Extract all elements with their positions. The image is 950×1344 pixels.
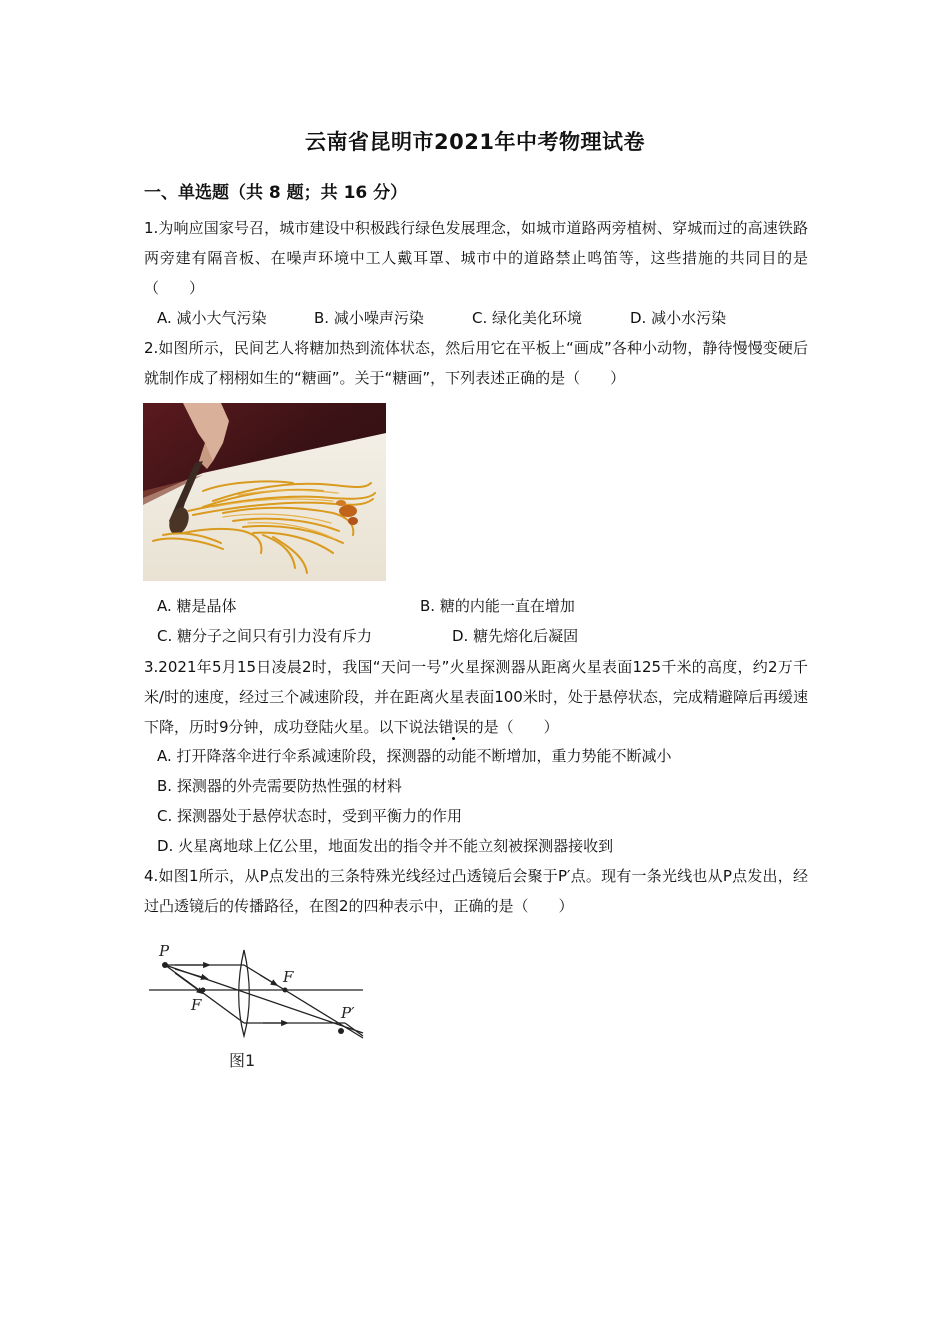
question-3-stem bbox=[144, 652, 808, 742]
question-2-stem: 2.如图所示，民间艺人将糖加热到流体状态，然后用它在平板上“画成”各种小动物，静待慢慢变硬后就制作成了栩栩如生的“糖画”。关于“糖画”，下列表述正确的是（ ） bbox=[144, 339, 808, 387]
question-2-option-a[interactable]: A. 糖是晶体 bbox=[157, 597, 237, 615]
section-heading: 一、单选题（共 8 题；共 16 分） bbox=[144, 183, 408, 203]
question-2-option-c[interactable]: C. 糖分子之间只有引力没有斥力 bbox=[157, 627, 373, 645]
label-p: P bbox=[159, 942, 170, 960]
question-1-option-b[interactable]: B. 减小噪声污染 bbox=[314, 309, 424, 327]
question-3-stem-emphasis: 错误 bbox=[438, 718, 469, 736]
point-p-prime bbox=[338, 1028, 344, 1034]
question-1-option-c[interactable]: C. 绿化美化环境 bbox=[472, 309, 583, 327]
question-3-stem-after: 的是（ ） bbox=[468, 718, 559, 736]
focus-right bbox=[283, 988, 288, 993]
question-2-option-d[interactable]: D. 糖先熔化后凝固 bbox=[452, 627, 579, 645]
question-3-option-a[interactable]: A. 打开降落伞进行伞系减速阶段，探测器的动能不断增加，重力势能不断减小 bbox=[157, 747, 672, 765]
sugar-painting-photo bbox=[143, 403, 386, 581]
page-title: 云南省昆明市2021年中考物理试卷 bbox=[305, 130, 645, 154]
question-1-option-a[interactable]: A. 减小大气污染 bbox=[157, 309, 267, 327]
label-p-prime: P′ bbox=[341, 1004, 355, 1022]
question-3-stem-before: 3.2021年5月15日凌晨2时，我国“天问一号”火星探测器从距离火星表面125千米的高度，约2万千米/时的速度，经过三个减速阶段，并在距离火星表面100米时，处于悬停状态，完成精避障后再缓速下降，历时9分钟，成功登陆火星。以下说法 bbox=[144, 658, 808, 736]
lens-ray-diagram bbox=[145, 938, 375, 1078]
question-4-stem: 4.如图1所示，从P点发出的三条特殊光线经过凸透镜后会聚于P′点。现有一条光线也从P点发出，经过凸透镜后的传播路径，在图2的四种表示中，正确的是（ ） bbox=[144, 867, 808, 915]
question-3-option-c[interactable]: C. 探测器处于悬停状态时，受到平衡力的作用 bbox=[157, 807, 463, 825]
question-1-stem: 1.为响应国家号召，城市建设中积极践行绿色发展理念，如城市道路两旁植树、穿城而过的高速铁路两旁建有隔音板、在噪声环境中工人戴耳罩、城市中的道路禁止鸣笛等，这些措施的共同目的是（ ） bbox=[144, 219, 808, 297]
question-3-option-b[interactable]: B. 探测器的外壳需要防热性强的材料 bbox=[157, 777, 402, 795]
point-p bbox=[162, 962, 168, 968]
figure-caption: 图1 bbox=[229, 1051, 256, 1070]
label-f-left: F bbox=[191, 996, 202, 1014]
question-2-option-b[interactable]: B. 糖的内能一直在增加 bbox=[420, 597, 575, 615]
question-1-option-d[interactable]: D. 减小水污染 bbox=[630, 309, 727, 327]
focus-left bbox=[201, 988, 206, 993]
label-f-right: F bbox=[283, 968, 294, 986]
question-3-option-d[interactable]: D. 火星离地球上亿公里，地面发出的指令并不能立刻被探测器接收到 bbox=[157, 837, 614, 855]
